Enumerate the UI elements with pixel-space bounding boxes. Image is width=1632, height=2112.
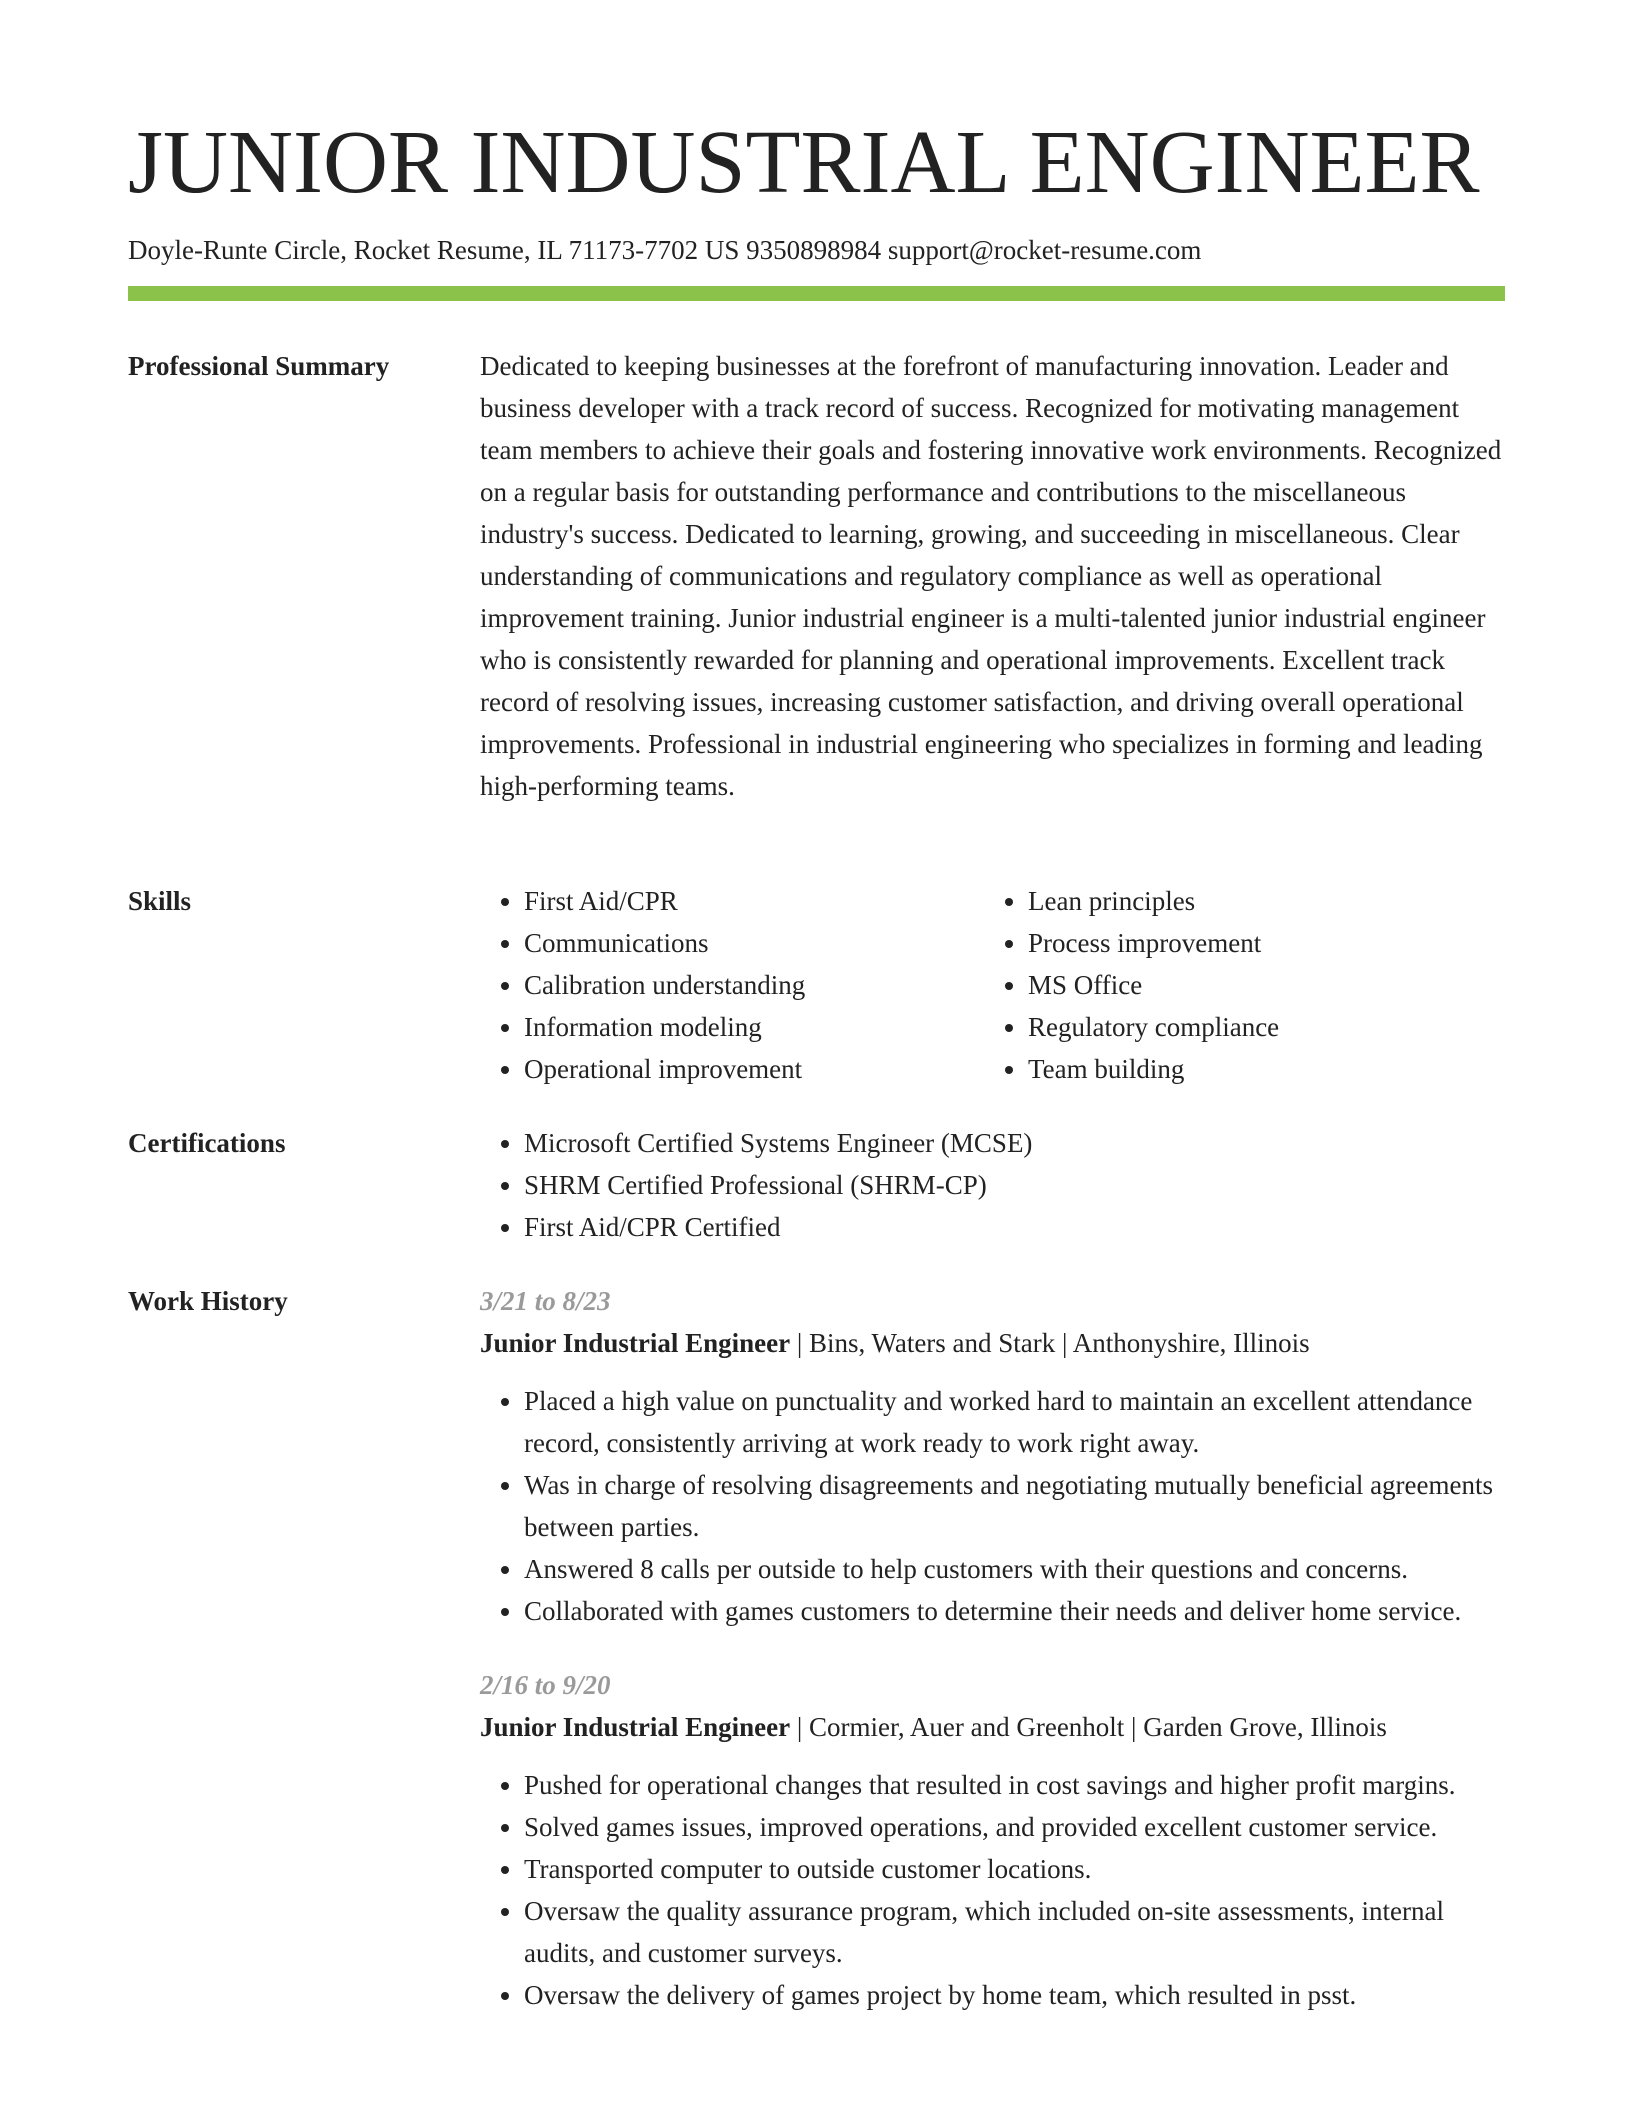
list-item: • Oversaw the quality assurance program, which included on-site assessments, internal audits, and customer surveys.: [524, 1890, 1505, 1974]
header-divider: [128, 286, 1505, 301]
list-item: • First Aid/CPR: [524, 880, 984, 922]
job-dates: 2/16 to 9/20: [480, 1670, 611, 1700]
skills-heading: Skills: [128, 886, 192, 916]
job-title: Junior Industrial Engineer: [480, 1712, 791, 1742]
job-employer-location: | Cormier, Auer and Greenholt | Garden Grove, Illinois: [790, 1712, 1387, 1742]
job-entry: [480, 1664, 1505, 2016]
certifications-body: [480, 1122, 1505, 1248]
skills-column-left: [480, 880, 984, 1090]
list-item: • Transported computer to outside customer locations.: [524, 1848, 1505, 1890]
job-header: [480, 1706, 1505, 1748]
list-item: • Lean principles: [1028, 880, 1488, 922]
job-bullets: [480, 1764, 1505, 2016]
work-history-heading: Work History: [128, 1286, 288, 1316]
list-item: • Regulatory compliance: [1028, 1006, 1488, 1048]
summary-body: [480, 345, 1505, 807]
list-item: • Solved games issues, improved operations, and provided excellent customer service.: [524, 1806, 1505, 1848]
list-item: • Microsoft Certified Systems Engineer (MCSE): [524, 1122, 1505, 1164]
work-history-body: [480, 1280, 1505, 2016]
job-bullets: [480, 1380, 1505, 1632]
skills-columns: [480, 880, 1505, 1090]
job-entry: [480, 1280, 1505, 1632]
summary-text: Dedicated to keeping businesses at the forefront of manufacturing innovation. Leader and business developer with a track record of success. Recognized for motivating management team members to achieve their goals and fostering innovative work environments. Recognized on a regular basis for outstanding performance and contributions to the miscellaneous industry's success. Dedicated to learning, growing, and succeeding in miscellaneous. Clear understanding of communications and regulatory compliance as well as operational improvement training. Junior industrial engineer is a multi-talented junior industrial engineer who is consistently rewarded for planning and operational improvements. Excellent track record of resolving issues, increasing customer satisfaction, and driving overall operational improvements. Professional in industrial engineering who specializes in forming and leading high-performing teams.: [480, 351, 1502, 801]
skills-list-left: [480, 880, 984, 1090]
list-item: • Calibration understanding: [524, 964, 984, 1006]
list-item: • MS Office: [1028, 964, 1488, 1006]
job-employer-location: | Bins, Waters and Stark | Anthonyshire, Illinois: [790, 1328, 1310, 1358]
skills-column-right: [984, 880, 1488, 1090]
resume-title: JUNIOR INDUSTRIAL ENGINEER: [128, 113, 1480, 212]
list-item: • Process improvement: [1028, 922, 1488, 964]
job-title: Junior Industrial Engineer: [480, 1328, 791, 1358]
job-header: [480, 1322, 1505, 1364]
contact-line: Doyle-Runte Circle, Rocket Resume, IL 71173-7702 US 9350898984 support@rocket-resume.com: [128, 235, 1202, 265]
list-item: • Communications: [524, 922, 984, 964]
summary-heading: Professional Summary: [128, 351, 390, 381]
list-item: • SHRM Certified Professional (SHRM-CP): [524, 1164, 1505, 1206]
list-item: • Pushed for operational changes that resulted in cost savings and higher profit margins.: [524, 1764, 1505, 1806]
list-item: • First Aid/CPR Certified: [524, 1206, 1505, 1248]
list-item: • Placed a high value on punctuality and worked hard to maintain an excellent attendance record, consistently arriving at work ready to work right away.: [524, 1380, 1505, 1464]
certifications-list: [480, 1122, 1505, 1248]
list-item: • Operational improvement: [524, 1048, 984, 1090]
skills-body: [480, 880, 1505, 1090]
certifications-heading: Certifications: [128, 1128, 286, 1158]
list-item: • Information modeling: [524, 1006, 984, 1048]
list-item: • Team building: [1028, 1048, 1488, 1090]
list-item: • Was in charge of resolving disagreements and negotiating mutually beneficial agreements between parties.: [524, 1464, 1505, 1548]
list-item: • Answered 8 calls per outside to help customers with their questions and concerns.: [524, 1548, 1505, 1590]
job-dates: 3/21 to 8/23: [480, 1286, 611, 1316]
list-item: • Collaborated with games customers to determine their needs and deliver home service.: [524, 1590, 1505, 1632]
skills-list-right: [984, 880, 1488, 1090]
list-item: • Oversaw the delivery of games project by home team, which resulted in psst.: [524, 1974, 1505, 2016]
